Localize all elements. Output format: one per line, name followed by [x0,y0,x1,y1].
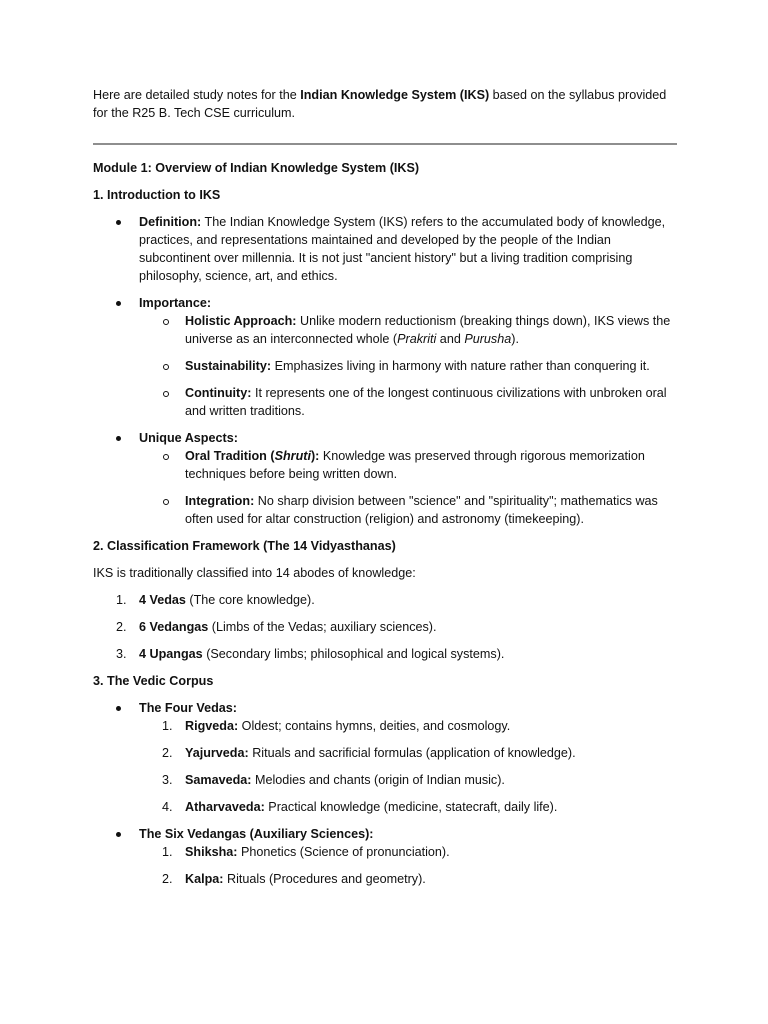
four-vedas-label: The Four Vedas: [139,701,237,715]
list-item-text: Melodies and chants (origin of Indian music). [251,773,505,787]
list-item [139,798,677,816]
list-number: 2. [162,746,173,760]
unique-aspects-label: Unique Aspects: [139,431,238,445]
six-vedangas-item [93,825,677,888]
section1-title: 1. Introduction to IKS [93,188,221,202]
section2-intro: IKS is traditionally classified into 14 abodes of knowledge: [93,566,416,580]
sustainability-text: Emphasizes living in harmony with nature rather than conquering it. [271,359,650,373]
list-item-label: 6 Vedangas [139,620,209,634]
list-item [139,744,677,762]
section2-list [93,591,677,663]
four-vedas-sublist [139,717,677,816]
list-item [139,870,677,888]
list-item-label: 4 Vedas [139,593,186,607]
module-title: Module 1: Overview of Indian Knowledge System (IKS) [93,161,420,175]
holistic-text-end: ). [511,332,519,346]
oral-tradition-label [185,449,319,463]
holistic-text: Unlike modern reductionism (breaking things down), IKS views the universe as an interconnected whole ( [185,314,671,346]
intro-paragraph [93,86,677,122]
intro-text-post: based on the syllabus provided for the R25 B. Tech CSE curriculum. [93,88,667,120]
oral-tradition-text: Knowledge was preserved through rigorous memorization techniques before being written down. [185,449,645,481]
holistic-label: Holistic Approach: [185,314,297,328]
list-number: 2. [116,620,127,634]
list-item [93,591,677,609]
importance-sublist [139,312,677,420]
list-item-text: Phonetics (Science of pronunciation). [237,845,450,859]
list-item-text: Rituals (Procedures and geometry). [223,872,426,886]
holistic-item [139,312,677,348]
list-item [93,618,677,636]
six-vedangas-label: The Six Vedangas (Auxiliary Sciences): [139,827,374,841]
list-number: 1. [116,593,127,607]
holistic-text-and: and [436,332,465,346]
continuity-text: It represents one of the longest continuous civilizations with unbroken oral and written traditions. [185,386,667,418]
unique-aspects-item [93,429,677,528]
document-page [93,86,677,897]
importance-label: Importance: [139,296,212,310]
list-item-label: Yajurveda: [185,746,249,760]
list-number: 3. [116,647,127,661]
list-number: 4. [162,800,173,814]
section1-list [93,213,677,528]
section2-title: 2. Classification Framework (The 14 Vidyasthanas) [93,539,396,553]
list-item-label: Samaveda: [185,773,252,787]
list-item [139,771,677,789]
oral-tradition-item [139,447,677,483]
sustainability-label: Sustainability: [185,359,272,373]
oral-label-post: ): [310,449,320,463]
list-item [93,645,677,663]
integration-label: Integration: [185,494,255,508]
list-item-label: Atharvaveda: [185,800,265,814]
section3-list [93,699,677,888]
continuity-item [139,384,677,420]
list-item-text: Rituals and sacrificial formulas (application of knowledge). [248,746,576,760]
shruti-term: Shruti [274,449,311,463]
definition-text: The Indian Knowledge System (IKS) refers to the accumulated body of knowledge, practices, and representations maintained and developed by the people of the Indian subcontinent over millennia. It is not just "ancient history" but a living tradition comprising philosophy, science, art, and ethics. [139,215,666,283]
list-number: 2. [162,872,173,886]
unique-aspects-sublist [139,447,677,528]
list-number: 1. [162,719,173,733]
purusha-term: Purusha [464,332,512,346]
horizontal-rule [93,143,677,145]
list-item-text: (The core knowledge). [185,593,315,607]
list-item [139,717,677,735]
intro-text-bold: Indian Knowledge System (IKS) [300,88,490,102]
intro-text-pre: Here are detailed study notes for the [93,88,301,102]
six-vedangas-sublist [139,843,677,888]
list-item-text: Practical knowledge (medicine, statecraft, daily life). [264,800,558,814]
oral-label-pre: Oral Tradition ( [185,449,275,463]
integration-text: No sharp division between "science" and "spirituality"; mathematics was often used for altar construction (religion) and astronomy (timekeeping). [185,494,658,526]
list-item [139,843,677,861]
list-item-label: Kalpa: [185,872,224,886]
list-item-label: Rigveda: [185,719,239,733]
sustainability-item [139,357,677,375]
list-item-text: (Secondary limbs; philosophical and logical systems). [202,647,505,661]
prakriti-term: Prakriti [397,332,437,346]
list-number: 3. [162,773,173,787]
four-vedas-item [93,699,677,816]
integration-item [139,492,677,528]
definition-label: Definition: [139,215,202,229]
list-item-text: (Limbs of the Vedas; auxiliary sciences). [208,620,437,634]
definition-item [93,213,677,285]
importance-item [93,294,677,420]
section3-title: 3. The Vedic Corpus [93,674,214,688]
continuity-label: Continuity: [185,386,252,400]
list-item-label: 4 Upangas [139,647,203,661]
list-item-text: Oldest; contains hymns, deities, and cosmology. [238,719,511,733]
list-item-label: Shiksha: [185,845,238,859]
list-number: 1. [162,845,173,859]
